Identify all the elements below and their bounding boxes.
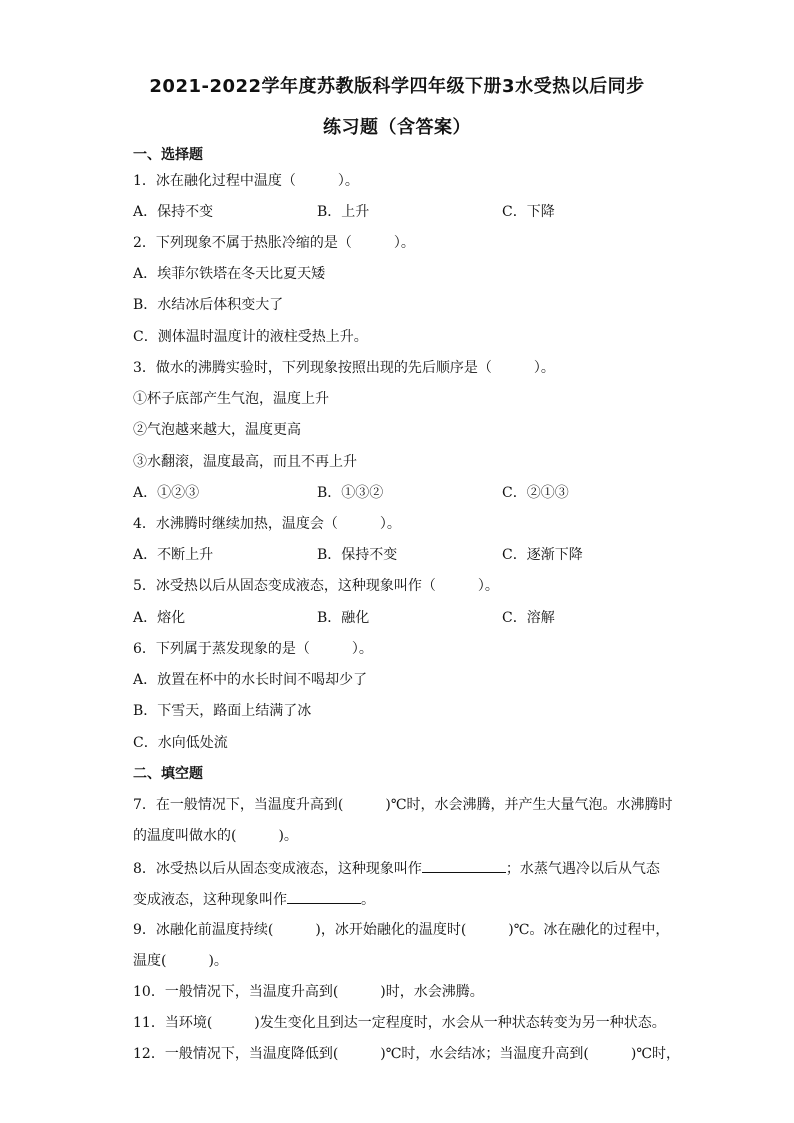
question-3-item-2: ②气泡越来越大，温度更高 <box>133 422 301 438</box>
question-4-stem: 4．水沸腾时继续加热，温度会（ ）。 <box>133 516 401 532</box>
question-5-stem: 5．冰受热以后从固态变成液态，这种现象叫作（ ）。 <box>133 578 499 594</box>
question-3-option-c: C．②①③ <box>502 485 569 501</box>
question-4-option-a: A．不断上升 <box>133 547 214 563</box>
question-6-option-a: A．放置在杯中的水长时间不喝却少了 <box>133 672 368 688</box>
question-3-stem: 3．做水的沸腾实验时，下列现象按照出现的先后顺序是（ ）。 <box>133 360 555 376</box>
section-heading-choice: 一、选择题 <box>133 147 203 163</box>
question-8-line-2 <box>133 889 375 909</box>
question-8-text-b: ；水蒸气遇冷以后从气态 <box>505 861 660 877</box>
question-2-option-b: B．水结冰后体积变大了 <box>133 297 284 313</box>
question-7-line-1: 7．在一般情况下，当温度升高到( )℃时，水会沸腾，并产生大量气泡。水沸腾时 <box>133 797 673 813</box>
question-10-line-1: 10．一般情况下，当温度升高到( )时，水会沸腾。 <box>133 984 484 1000</box>
question-4-option-b: B．保持不变 <box>317 547 398 563</box>
question-7-line-2: 的温度叫做水的( )。 <box>133 828 298 844</box>
question-6-stem: 6．下列属于蒸发现象的是（ ）。 <box>133 641 373 657</box>
question-8-text-d: 。 <box>361 892 375 908</box>
question-2-option-a: A．埃菲尔铁塔在冬天比夏天矮 <box>133 266 326 282</box>
question-5-option-c: C．溶解 <box>502 610 555 626</box>
section-heading-fill: 二、填空题 <box>133 766 203 782</box>
question-8-text-a: 8．冰受热以后从固态变成液态，这种现象叫作 <box>133 861 422 877</box>
question-1-option-c: C．下降 <box>502 204 555 220</box>
question-8-blank-2 <box>287 889 361 904</box>
question-8-line-1 <box>133 858 660 878</box>
question-1-stem: 1．冰在融化过程中温度（ ）。 <box>133 173 359 189</box>
question-5-option-b: B．融化 <box>317 610 370 626</box>
question-3-option-a: A．①②③ <box>133 485 200 501</box>
question-12-line-1: 12．一般情况下，当温度降低到( )℃时，水会结冰；当温度升高到( )℃时， <box>133 1046 680 1062</box>
question-1-option-b: B．上升 <box>317 204 370 220</box>
question-6-option-c: C．水向低处流 <box>133 735 228 751</box>
question-1-option-a: A．保持不变 <box>133 204 214 220</box>
question-8-blank-1 <box>422 858 506 873</box>
question-3-option-b: B．①③② <box>317 485 384 501</box>
question-5-option-a: A．熔化 <box>133 610 186 626</box>
question-9-line-2: 温度( )。 <box>133 953 228 969</box>
title-line-2: 练习题（含答案） <box>323 117 471 138</box>
question-2-option-c: C．测体温时温度计的液柱受热上升。 <box>133 329 368 345</box>
title-line-1: 2021-2022学年度苏教版科学四年级下册3水受热以后同步 <box>149 76 645 97</box>
question-6-option-b: B．下雪天，路面上结满了冰 <box>133 703 312 719</box>
question-4-option-c: C．逐渐下降 <box>502 547 583 563</box>
question-8-text-c: 变成液态，这种现象叫作 <box>133 892 287 908</box>
question-2-stem: 2．下列现象不属于热胀冷缩的是（ ）。 <box>133 235 415 251</box>
question-3-item-1: ①杯子底部产生气泡，温度上升 <box>133 391 329 407</box>
question-9-line-1: 9．冰融化前温度持续( )，冰开始融化的温度时( )℃。冰在融化的过程中， <box>133 922 670 938</box>
question-3-item-3: ③水翻滚，温度最高，而且不再上升 <box>133 454 357 470</box>
question-11-line-1: 11．当环境( )发生变化且到达一定程度时，水会从一种状态转变为另一种状态。 <box>133 1015 666 1031</box>
